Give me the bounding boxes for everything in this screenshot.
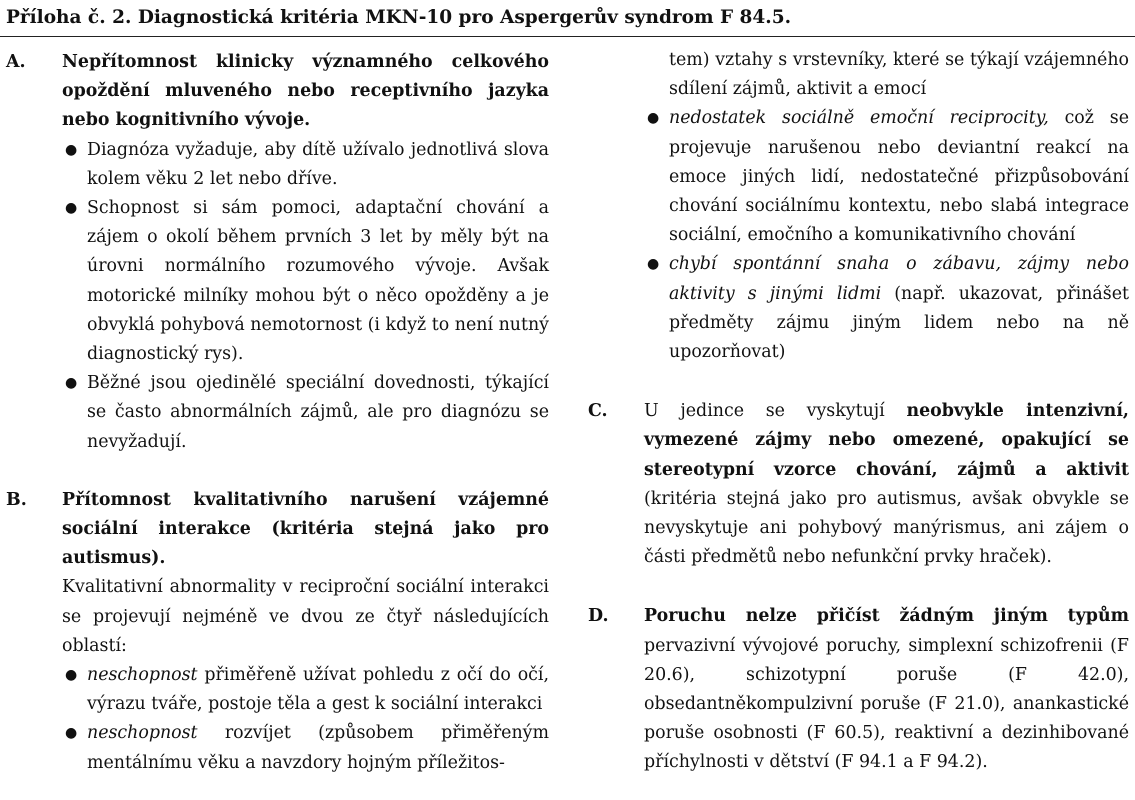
list-item-emphasis: neschopnost bbox=[87, 665, 198, 686]
section-b-list bbox=[62, 661, 549, 778]
bullet-icon: ● bbox=[65, 667, 78, 684]
section-d-bold: Poruchu nelze přičíst žádným jiným typům bbox=[644, 606, 1129, 627]
section-c-label: C. bbox=[588, 401, 608, 422]
section-c-post: (kritéria stejná jako pro autismus, avšak obvykle se nevyskytuje ani pohybový manýrismus, ani zájem o části předmětů nebo nefunkční prvky hraček). bbox=[644, 488, 1129, 568]
left-column bbox=[6, 48, 549, 778]
list-item bbox=[644, 104, 1129, 250]
list-item bbox=[62, 136, 549, 194]
bullet-icon: ● bbox=[65, 725, 78, 742]
right-column bbox=[588, 46, 1129, 778]
section-a-list bbox=[62, 136, 549, 457]
list-item-text: Diagnóza vyžaduje, aby dítě užívalo jednotlivá slova kolem věku 2 let nebo dříve. bbox=[87, 139, 549, 189]
bullet-icon: ● bbox=[647, 256, 660, 273]
section-b-list-cont bbox=[588, 104, 1129, 367]
list-item bbox=[62, 719, 549, 777]
section-d-post: pervazivní vývojové poruchy, simplexní schizofrenii (F 20.6), schizotypní poruše (F 42.0), obsedantněkompulzivní poruše (F 21.0), anankastické poruše osobnosti (F 60.5), reaktivní a dezinhibované příchylnosti v dětství (F 94.1 a F 94.2). bbox=[644, 635, 1129, 773]
list-item-text: rozvíjet (způsobem přiměřeným mentálnímu věku a navzdory hojným příležitos- bbox=[87, 723, 549, 773]
list-item-emphasis: chybí spontánní snaha o zábavu, zájmy nebo aktivity s jinými lidmi bbox=[669, 254, 1129, 304]
section-gap bbox=[6, 457, 549, 486]
list-item-text: což se projevuje narušenou nebo deviantní reakcí na emoce jiných lidí, nedostatečné přizpůsobování chování sociálnímu kontextu, nebo slabá integrace sociální, emočního a komunikativního chování bbox=[669, 108, 1129, 246]
section-a-label: A. bbox=[6, 52, 26, 72]
section-b-intro: Kvalitativní abnormality v reciproční sociální interakci se projevují nejméně ve dvou ze čtyř následujících oblastí: bbox=[62, 577, 549, 656]
list-item-text: přiměřeně užívat pohledu z očí do očí, výrazu tváře, postoje těla a gest k sociální interakci bbox=[87, 665, 549, 715]
page-title: Příloha č. 2. Diagnostická kritéria MKN-10 pro Aspergerův syndrom F 84.5. bbox=[6, 7, 792, 28]
list-item bbox=[62, 661, 549, 719]
list-item-emphasis: nedostatek sociálně emoční reciprocity, bbox=[669, 108, 1049, 129]
section-c-text bbox=[644, 397, 1129, 572]
section-a-heading: Nepřítomnost klinicky významného celkového opoždění mluveného nebo receptivního jazyka nebo kognitivního vývoje. bbox=[62, 52, 549, 131]
list-item bbox=[62, 194, 549, 369]
list-item-emphasis: neschopnost bbox=[87, 723, 198, 744]
bullet-icon: ● bbox=[65, 375, 78, 392]
section-c-pre: U jedince se vyskytují bbox=[644, 401, 907, 422]
section-d-text bbox=[644, 602, 1129, 777]
title-rule bbox=[0, 36, 1135, 37]
list-item-text: (např. ukazovat, přinášet předměty zájmu jiným lidem nebo na ně upozorňovat) bbox=[669, 283, 1129, 363]
section-a bbox=[6, 48, 549, 457]
section-d-label: D. bbox=[588, 606, 609, 627]
section-c bbox=[588, 397, 1129, 572]
section-b-continuation: tem) vztahy s vrstevníky, které se týkají vzájemného sdílení zájmů, aktivit a emocí bbox=[669, 50, 1129, 100]
list-item bbox=[644, 250, 1129, 367]
list-item bbox=[62, 369, 549, 457]
list-item-text: Schopnost si sám pomoci, adaptační chování a zájem o okolí během prvních 3 let by měly být na úrovni normálního rozumového vývoje. Avšak motorické milníky mohou být o něco opožděny a je obvyklá pohybová nemotornost (i když to není nutný diagnostický rys). bbox=[87, 198, 549, 365]
bullet-icon: ● bbox=[65, 141, 78, 158]
bullet-icon: ● bbox=[65, 200, 78, 217]
section-c-bold: neobvykle intenzivní, vymezené zájmy nebo omezené, opakující se stereotypní vzorce chování, zájmů a aktivit bbox=[644, 401, 1129, 480]
section-b-heading: Přítomnost kvalitativního narušení vzájemné sociální interakce (kritéria stejná jako pro autismus). bbox=[62, 489, 549, 569]
list-item-text: Běžné jsou ojedinělé speciální dovednosti, týkající se často abnormálních zájmů, ale pro diagnózu se nevyžadují. bbox=[87, 373, 549, 452]
section-b bbox=[6, 486, 549, 778]
section-b-label: B. bbox=[6, 489, 27, 510]
section-gap bbox=[588, 367, 1129, 397]
section-gap bbox=[588, 572, 1129, 602]
section-d bbox=[588, 602, 1129, 777]
bullet-icon: ● bbox=[647, 110, 660, 127]
